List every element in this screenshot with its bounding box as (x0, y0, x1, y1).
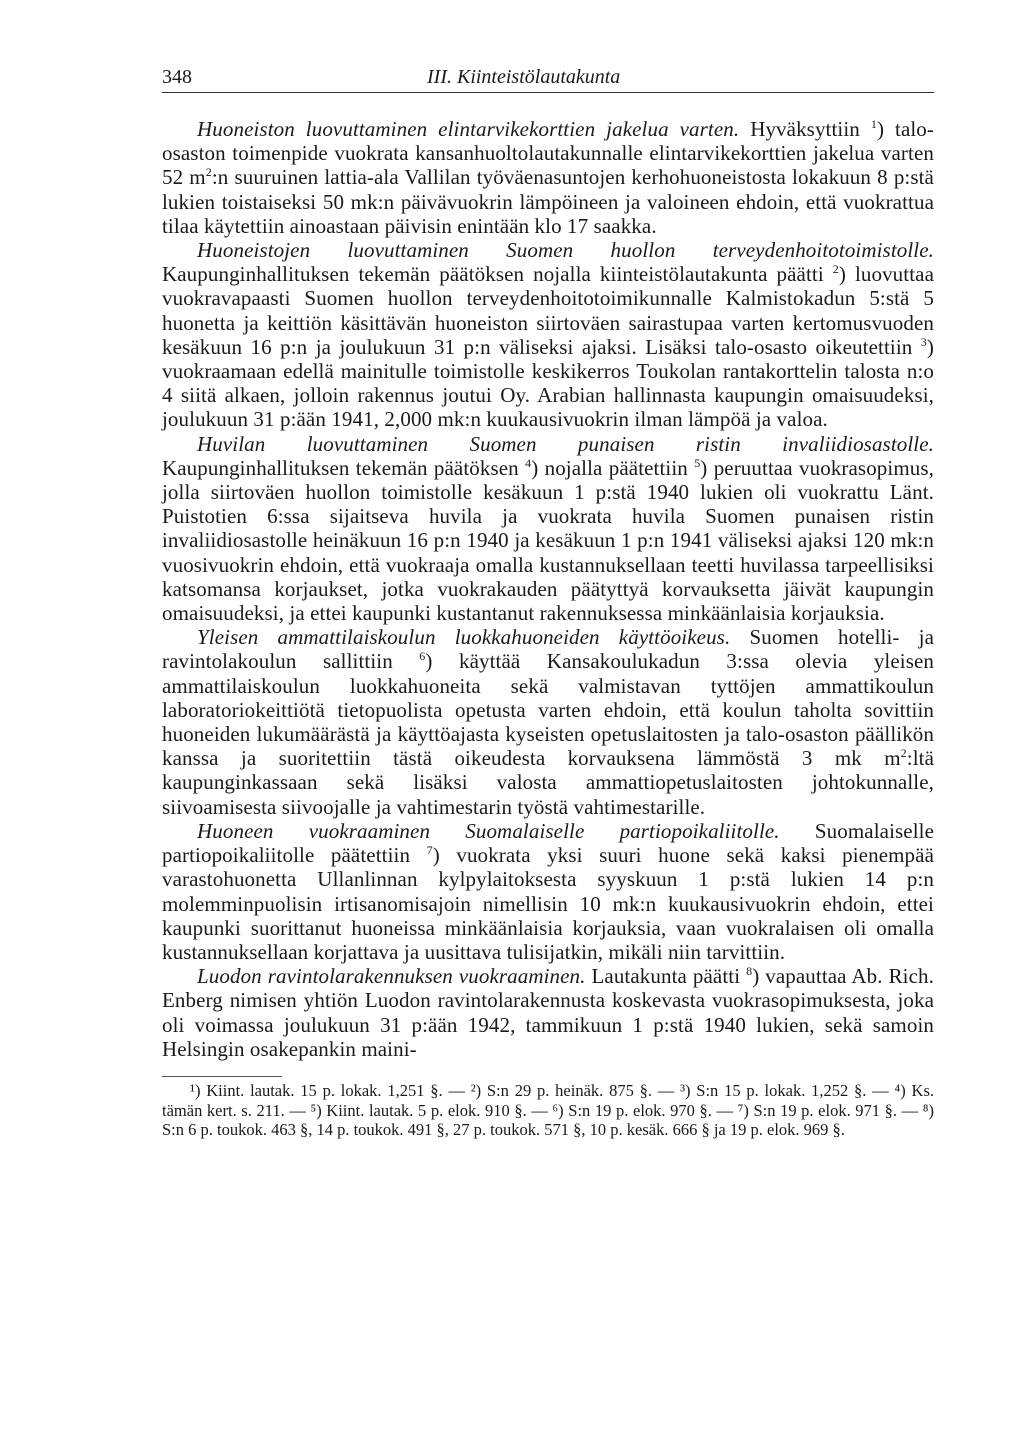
paragraph-luodon-ravintolarakennus (162, 964, 934, 1061)
section-heading: Huoneiston luovuttaminen elintarvikekorttien jakelua varten. (197, 117, 740, 141)
paragraph-text: ) käyttää Kansakoulukadun 3:ssa olevia yleisen ammattilaiskoulun luokkahuoneita sekä valmistavan tyttöjen ammattikoulun laboratoriokeittiötä tietopuolista opetusta varten ehdoin, että koulun taholta sovittiin huoneiden lukumäärästä ja käyttöajasta kyseisten opetuslaitosten ja talo-osaston päällikön kanssa ja suoritettiin tästä oikeudesta korvauksena lämmöstä 3 mk m (162, 649, 935, 771)
paragraph-text: :n suuruinen lattia-ala Vallilan työväenasuntojen kerhohuoneistosta lokakuun 8 p:stä lukien toistaiseksi 50 mk:n päivävuokrin lämpöineen ja valoineen ehdoin, että vuokrattua tilaa käytettiin ainoastaan päivisin enintään klo 17 saakka. (162, 165, 934, 238)
paragraph-text: Lautakunta päätti (585, 964, 747, 989)
paragraph-text: ) luovuttaa vuokravapaasti Suomen huollon terveydenhoitotoimikunnalle Kalmistokadun 5:stä 5 huonetta ja keittiön käsittävän huoneiston siirtoväen sairastupaa varten kertomusvuoden kesäkuun 16 p:n ja joulukuun 31 p:n väliseksi ajaksi. Lisäksi talo-osasto oikeutettiin (162, 262, 934, 359)
paragraph-ammattilaiskoulun-luokkahuoneet (162, 625, 934, 819)
paragraph-text: ) vapauttaa Ab. Rich. Enberg nimisen yhtiön Luodon ravintolarakennusta koskevasta vuokrasopimuksesta, joka oli voimassa joulukuun 31 p:ään 1942, tammikuun 1 p:stä 1940 lukien, sekä samoin Helsingin osakepankin maini- (162, 964, 934, 1061)
paragraph-text: ) peruuttaa vuokrasopimus, jolla siirtoväen huollon toimistolle kesäkuun 1 p:stä 1940 lukien oli vuokrattu Länt. Puistotien 6:ssa sijaitseva huvila ja vuokrata huvila Suomen punaisen ristin invaliidiosastolle heinäkuun 16 p:n 1940 ja kesäkuun 1 p:n 1941 väliseksi ajaksi 120 mk:n vuosivuokrin ehdoin, että vuokraaja omalla kustannuksellaan teetti huvilassa tarpeellisiksi katsomansa korjaukset, jotka vuokrakauden päätyttyä korvauksetta jäivät kaupungin omaisuudeksi, ja ettei kaupunki kustantanut rakennuksessa minkäänlaisia korjauksia. (162, 455, 934, 626)
footnotes (162, 1081, 934, 1140)
paragraph-partiopoikaliitto (162, 819, 934, 964)
footnote-ref: 5 (694, 455, 701, 470)
paragraph-text: Hyväksyttiin (739, 117, 871, 141)
paragraph-text: ) nojalla päätettiin (531, 455, 695, 480)
superscript: 2 (900, 746, 907, 761)
paragraph-text: ) vuokrata yksi suuri huone sekä kaksi pienempää varastohuonetta Ullanlinnan kylpylaitoksesta syyskuun 1 p:stä lukien 14 p:n molemminpuolisin irtisanomisajoin nimellisin 10 mk:n kuukausivuokrin ehdoin, ettei kaupunki suorittanut huoneissa minkäänlaisia korjauksia, vaan vuokralaisen oli omalla kustannuksellaan korjattava ja uusittava tulisijatkin, mikäli niin tarvittiin. (162, 843, 934, 964)
footnote-ref: 2 (832, 262, 839, 277)
paragraph-text: ) talo-osaston toimenpide vuokrata kansanhuoltolautakunnalle elintarvikekorttien jakelua varten 52 m (162, 117, 935, 190)
paragraph-text: Kaupunginhallituksen tekemän päätöksen (162, 455, 526, 480)
footnote-ref: 1 (870, 117, 877, 131)
paragraph-text: :ltä kaupunginkassaan sekä lisäksi valosta ammattiopetuslaitosten johtokunnalle, siivoamisesta siivoojalle ja vahtimestarin työstä vahtimestarille. (162, 746, 934, 819)
running-header (162, 66, 934, 93)
footnote-ref: 7 (426, 843, 433, 858)
body-text (162, 117, 934, 1061)
section-heading: Huoneistojen luovuttaminen Suomen huollon terveydenhoitotoimistolle. (197, 238, 934, 263)
paragraph-text: Kaupunginhallituksen tekemän päätöksen nojalla kiinteistölautakunta päätti (162, 262, 833, 287)
section-heading: Huvilan luovuttaminen Suomen punaisen ristin invaliidiosastolle. (197, 431, 934, 456)
footnote-ref: 6 (419, 649, 426, 664)
superscript: 2 (205, 165, 212, 180)
paragraph-huvilan-luovuttaminen (162, 432, 934, 626)
running-title: III. Kiinteistölautakunta (427, 66, 621, 88)
paragraph-text: ) vuokraamaan edellä mainitulle toimistolle keskikerros Toukolan rantakorttelin talosta n:o 4 siitä alkaen, jolloin rakennus joutui Oy. Arabian hallinnasta kaupungin omaisuudeksi, joulukuun 31 p:ään 1941, 2,000 mk:n kuukausivuokrin ilman lämpöä ja valoa. (162, 334, 934, 432)
section-heading: Huoneen vuokraaminen Suomalaiselle partiopoikaliitolle. (197, 818, 780, 843)
paragraph-huoneistojen-luovuttaminen (162, 238, 934, 432)
section-heading: Yleisen ammattilaiskoulun luokkahuoneiden käyttöoikeus. (197, 625, 731, 650)
footnote-divider (162, 1076, 282, 1077)
footnote-ref: 3 (920, 334, 927, 349)
section-heading: Luodon ravintolarakennuksen vuokraaminen. (197, 964, 586, 989)
page-number: 348 (162, 66, 192, 88)
footnote-ref: 4 (525, 455, 532, 470)
paragraph-huoneiston-luovuttaminen (162, 117, 934, 238)
paragraph-text: Suomalaiselle partiopoikaliitolle päätettiin (162, 818, 934, 868)
footnote-ref: 8 (746, 964, 753, 979)
paragraph-text: Suomen hotelli- ja ravintolakoulun sallittiin (162, 625, 935, 674)
footnote-text: ¹) Kiint. lautak. 15 p. lokak. 1,251 §. — ²) S:n 29 p. heinäk. 875 §. — ³) S:n 15 p. lokak. 1,252 §. — ⁴) Ks. tämän kert. s. 211. — ⁵) Kiint. lautak. 5 p. elok. 910 §. — ⁶) S:n 19 p. elok. 970 §. — ⁷) S:n 19 p. elok. 971 §. — ⁸) S:n 6 p. toukok. 463 §, 14 p. toukok. 491 §, 27 p. toukok. 571 §, 10 p. kesäk. 666 § ja 19 p. elok. 969 §. (162, 1081, 934, 1139)
